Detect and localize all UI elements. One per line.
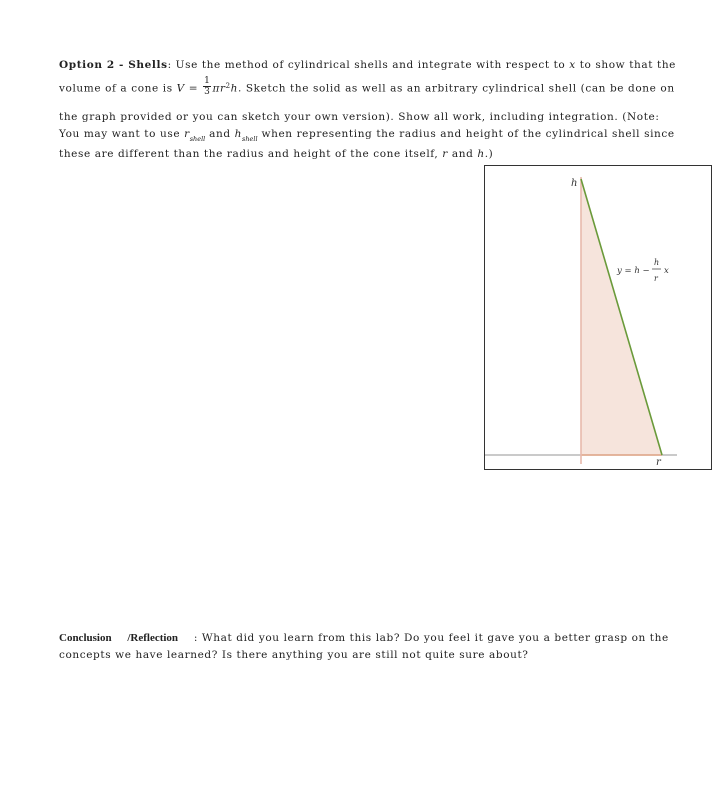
var-V: V [176,82,185,95]
cone-graph-figure [484,165,712,470]
conclusion-line1-text: What did you learn from this lab? Do you feel it gave you a better grasp on the [201,632,669,644]
option-line2-start: volume of a cone is [59,82,177,95]
conclusion-line2-text: concepts we have learned? Is there anything you are still not quite sure about? [59,649,529,661]
line-equation-x: x [664,266,669,276]
fraction-one-third [203,76,211,97]
frac-den: 3 [204,87,211,97]
label-r: r [656,457,661,468]
line-equation-lhs: y = h − [617,266,650,276]
reflection-title: /Reflection [127,632,179,644]
option-line1-end: to show that the [575,59,676,71]
label-h: h [571,178,578,189]
option-line5-start: these are different than the radius and height of the cone itself, [59,148,443,160]
r-shell-var: r [184,128,190,140]
pi-r: πr [212,82,226,95]
option-line-4 [59,128,675,143]
cone-h: h [477,148,485,160]
conclusion-title: Conclusion [59,632,112,644]
conclusion-line-2 [59,649,529,661]
option-line1-text: : Use the method of cylindrical shells and integrate with respect to [167,59,570,71]
option-line4-start: You may want to use [59,128,185,140]
var-x: x [569,59,576,71]
conclusion-colon: : [193,632,198,644]
option-label: Option 2 - [59,59,129,71]
option-line5-and: and [447,148,478,160]
option-line2-end: . Sketch the solid as well as an arbitrary cylindrical shell (can be done on [238,82,675,95]
h-shell-var: h [234,128,243,140]
option-line-5 [59,148,493,160]
r-shell-subscript: shell [189,135,206,143]
line-equation-den: r [654,274,658,283]
option-line5-end: .) [484,148,494,160]
squared: 2 [225,81,231,90]
equals-sign: = [184,82,203,95]
frac-num: 1 [204,76,211,86]
option-line3-text: the graph provided or you can sketch your own version). Show all work, including integration. (Note: [59,111,660,123]
var-h: h [230,82,238,95]
line-equation-num: h [654,258,660,267]
conclusion-line-1 [59,632,669,644]
cone-graph-svg [485,166,711,469]
option-line-3 [59,111,659,123]
option-title: Shells [128,59,168,71]
h-shell-subscript: shell [242,135,258,143]
option-line-2 [59,78,675,99]
option-line-1 [59,59,676,71]
and-word: and [205,128,235,140]
cone-r: r [442,148,448,160]
option-line4-end: when representing the radius and height of the cylindrical shell since [257,128,675,140]
